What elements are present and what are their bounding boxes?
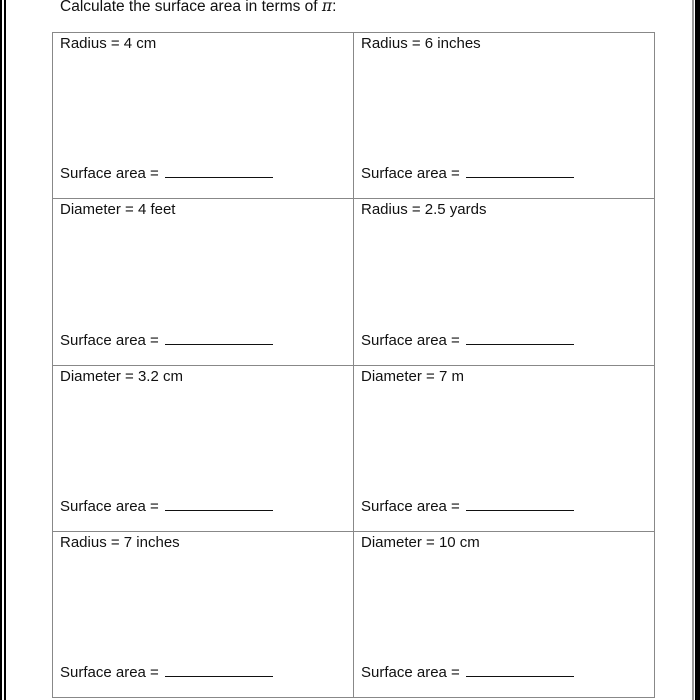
answer-label: Surface area =	[60, 165, 159, 183]
problem-cell	[354, 199, 655, 365]
answer-line[interactable]	[361, 498, 574, 515]
problem-given: Diameter = 10 cm	[361, 533, 480, 551]
problem-given: Radius = 4 cm	[60, 35, 157, 52]
answer-label: Surface area =	[361, 664, 460, 681]
answer-label: Surface area =	[60, 664, 159, 681]
answer-blank[interactable]	[165, 498, 273, 511]
page-border-left-outer	[0, 0, 2, 700]
answer-line[interactable]	[60, 664, 273, 681]
answer-line[interactable]	[361, 664, 574, 681]
answer-line[interactable]	[60, 165, 273, 182]
answer-label: Surface area =	[60, 331, 159, 349]
problem-given: Radius = 2.5 yards	[361, 201, 487, 219]
problem-cell	[53, 365, 354, 531]
answer-blank[interactable]	[165, 165, 273, 178]
problem-cell	[354, 365, 655, 531]
answer-line[interactable]	[60, 332, 273, 349]
problem-given: Diameter = 7 m	[361, 367, 464, 385]
answer-label: Surface area =	[361, 497, 460, 515]
page-border-left-inner	[4, 0, 6, 700]
problem-grid	[52, 32, 655, 698]
problem-cell	[53, 199, 354, 365]
answer-blank[interactable]	[466, 332, 574, 345]
page-border-right-outer	[695, 0, 700, 700]
problem-given: Radius = 7 inches	[60, 533, 180, 551]
problem-cell	[53, 33, 354, 199]
answer-label: Surface area =	[60, 497, 159, 515]
answer-blank[interactable]	[466, 165, 574, 178]
problem-given: Radius = 6 inches	[361, 35, 481, 52]
answer-blank[interactable]	[165, 664, 273, 677]
answer-label: Surface area =	[361, 165, 460, 183]
answer-line[interactable]	[361, 332, 574, 349]
answer-line[interactable]	[361, 165, 574, 182]
problem-given: Diameter = 4 feet	[60, 201, 176, 219]
answer-blank[interactable]	[466, 664, 574, 677]
answer-blank[interactable]	[165, 332, 273, 345]
instruction: Calculate the surface area in terms of π:	[60, 0, 337, 15]
page-border-right-inner	[692, 0, 694, 700]
problem-cell	[354, 531, 655, 697]
problem-given: Diameter = 3.2 cm	[60, 367, 183, 385]
problem-cell	[53, 531, 354, 697]
problem-cell	[354, 33, 655, 199]
answer-blank[interactable]	[466, 498, 574, 511]
answer-label: Surface area =	[361, 331, 460, 349]
answer-line[interactable]	[60, 498, 273, 515]
